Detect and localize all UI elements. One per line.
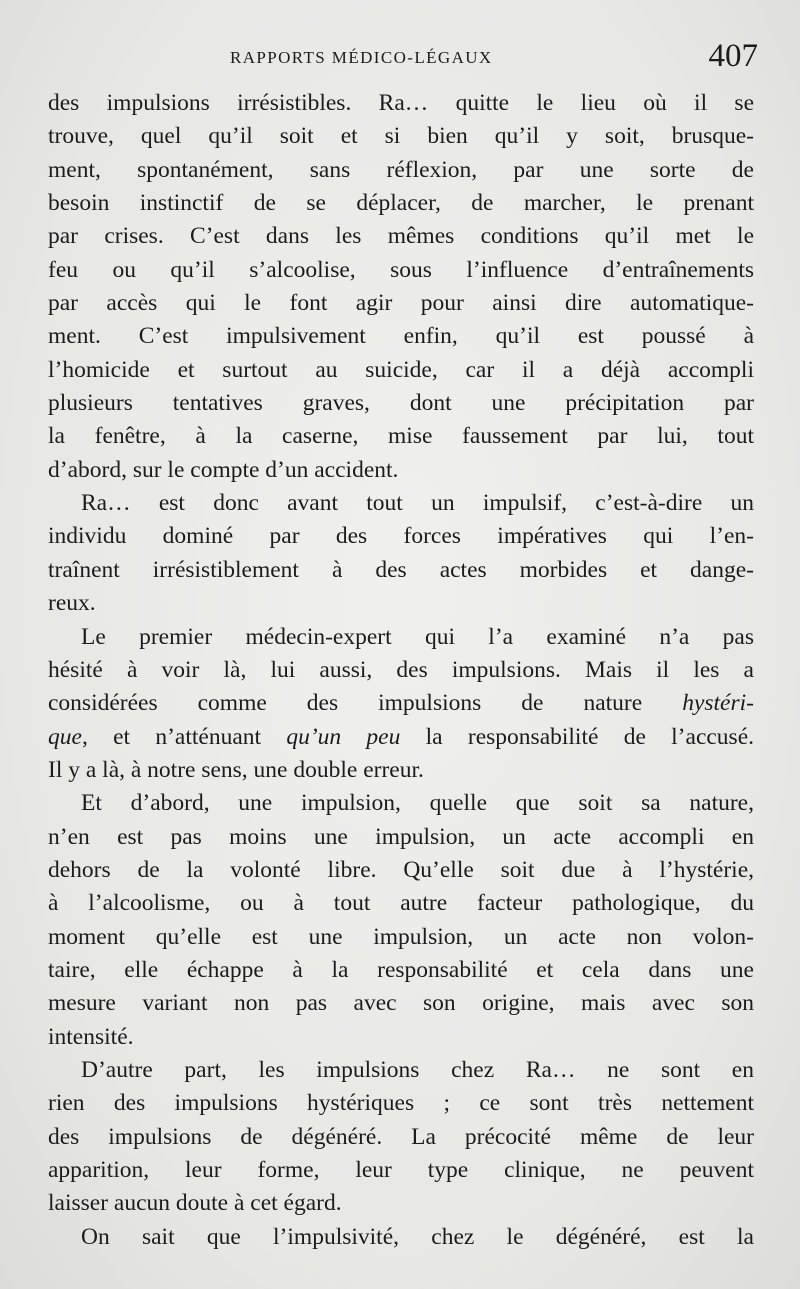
text-line: besoin instinctif de se déplacer, de marcher, le prenant: [48, 190, 754, 217]
text-run: considérées comme des impulsions de nature: [48, 690, 683, 717]
text-line: plusieurs tentatives graves, dont une précipitation par: [48, 390, 754, 417]
body-text: [48, 87, 754, 1254]
text-run: , et n’atténuant: [81, 723, 287, 750]
text-line: Ra… est donc avant tout un impulsif, c’est-à-dire un: [81, 490, 754, 517]
page-number: 407: [708, 38, 758, 74]
text-line: [48, 687, 754, 720]
text-line: trouve, quel qu’il soit et si bien qu’il y soit, brusque-: [48, 123, 754, 150]
text-line: taire, elle échappe à la responsabilité et cela dans une: [48, 956, 754, 983]
text-line: Il y a là, à notre sens, une double erreur.: [48, 756, 424, 783]
italic-run: que: [48, 723, 82, 750]
text-line: feu ou qu’il s’alcoolise, sous l’influence d’entraînements: [48, 256, 754, 283]
text-line: individu dominé par des forces impératives qui l’en-: [48, 523, 754, 550]
text-line: laisser aucun doute à cet égard.: [48, 1190, 342, 1217]
text-line: Le premier médecin-expert qui l’a examiné n’a pas: [81, 623, 754, 650]
text-line: à l’alcoolisme, ou à tout autre facteur pathologique, du: [48, 890, 754, 917]
text-line: n’en est pas moins une impulsion, un acte accompli en: [48, 823, 754, 850]
text-line: moment qu’elle est une impulsion, un acte non volon-: [48, 923, 754, 950]
page-header: [48, 38, 758, 82]
running-head: RAPPORTS MÉDICO-LÉGAUX: [230, 48, 493, 67]
text-line: par crises. C’est dans les mêmes conditions qu’il met le: [48, 223, 754, 250]
text-run: la responsabilité de l’accusé.: [400, 723, 755, 750]
text-line: d’abord, sur le compte d’un accident.: [48, 456, 399, 483]
text-line: la fenêtre, à la caserne, mise faussement par lui, tout: [48, 423, 754, 450]
text-line: rien des impulsions hystériques ; ce sont très nettement: [48, 1090, 754, 1117]
text-line: traînent irrésistiblement à des actes morbides et dange-: [48, 556, 754, 583]
text-line: l’homicide et surtout au suicide, car il a déjà accompli: [48, 356, 754, 383]
text-line: intensité.: [48, 1023, 134, 1050]
text-line: ment, spontanément, sans réflexion, par une sorte de: [48, 156, 754, 183]
italic-run: hystéri-: [682, 690, 754, 717]
italic-run: qu’un peu: [286, 723, 401, 750]
text-line: On sait que l’impulsivité, chez le dégénéré, est la: [81, 1223, 754, 1250]
text-line: [48, 721, 754, 754]
text-line: ment. C’est impulsivement enfin, qu’il est poussé à: [48, 323, 754, 350]
text-line: mesure variant non pas avec son origine, mais avec son: [48, 990, 754, 1017]
text-line: par accès qui le font agir pour ainsi dire automatique-: [48, 290, 754, 317]
text-line: Et d’abord, une impulsion, quelle que soit sa nature,: [81, 790, 754, 817]
text-line: D’autre part, les impulsions chez Ra… ne sont en: [81, 1056, 754, 1083]
text-line: dehors de la volonté libre. Qu’elle soit due à l’hystérie,: [48, 856, 754, 883]
text-line: des impulsions irrésistibles. Ra… quitte le lieu où il se: [48, 90, 754, 116]
text-line: reux.: [48, 590, 96, 617]
text-line: hésité à voir là, lui aussi, des impulsions. Mais il les a: [48, 656, 754, 683]
text-line: apparition, leur forme, leur type clinique, ne peuvent: [48, 1157, 754, 1183]
text-line: des impulsions de dégénéré. La précocité même de leur: [48, 1123, 754, 1150]
